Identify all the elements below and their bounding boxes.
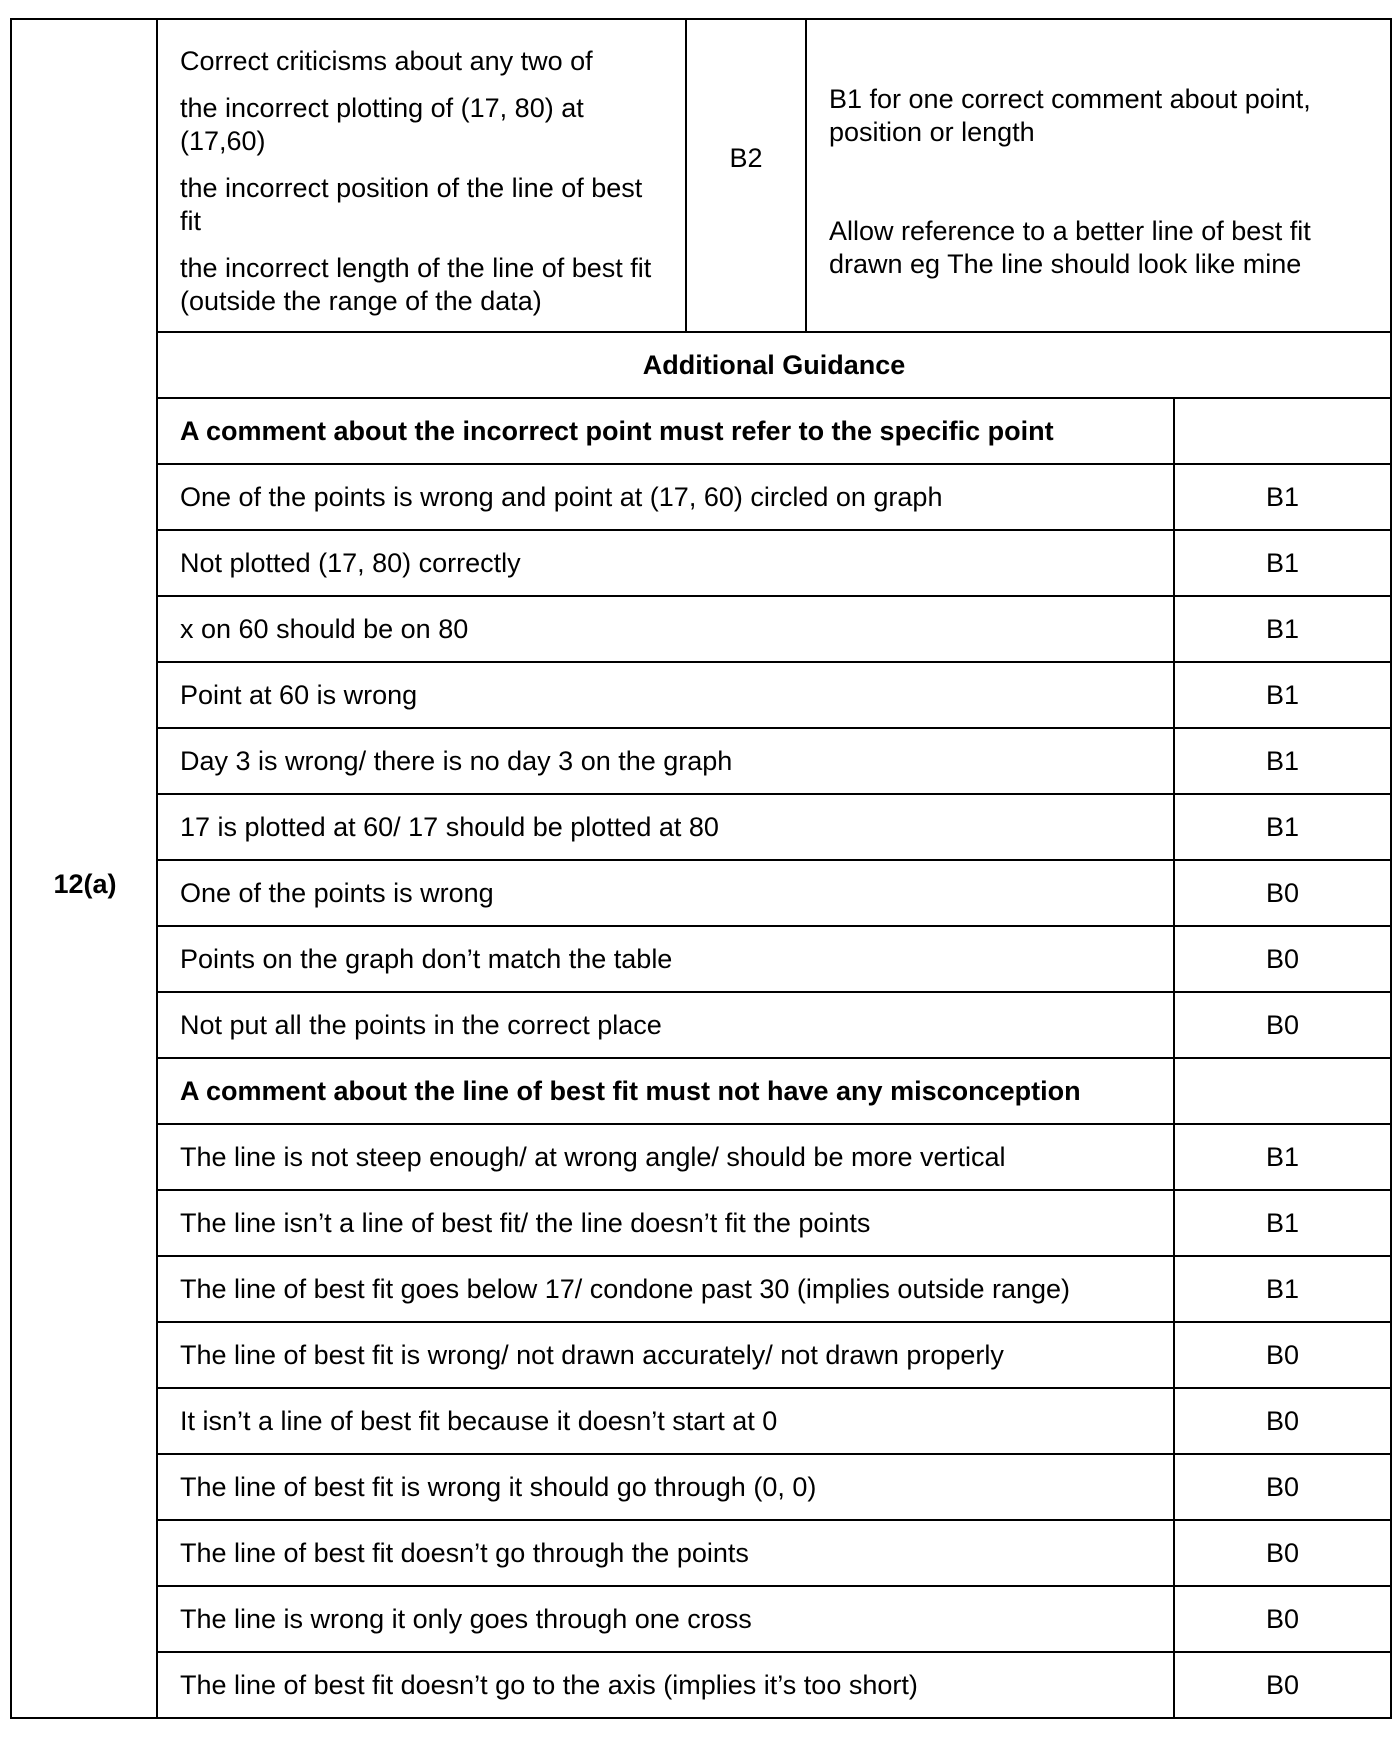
guidance-row	[157, 926, 1391, 992]
question-number-cell	[10, 18, 156, 1719]
guidance-section-heading-row	[157, 398, 1391, 464]
guidance-mark-empty	[1174, 398, 1391, 464]
guidance-row	[157, 1586, 1391, 1652]
guidance-mark: B1	[1174, 728, 1391, 794]
additional-guidance-title: Additional Guidance	[157, 332, 1391, 398]
guidance-example: One of the points is wrong	[157, 860, 1174, 926]
guidance-row	[157, 992, 1391, 1058]
guidance-row	[157, 1322, 1391, 1388]
guidance-row	[157, 1124, 1391, 1190]
guidance-example: One of the points is wrong and point at (17, 60) circled on graph	[157, 464, 1174, 530]
guidance-section-heading: A comment about the line of best fit must not have any misconception	[157, 1058, 1174, 1124]
guidance-row	[157, 1652, 1391, 1718]
guidance-mark: B0	[1174, 1652, 1391, 1718]
criteria-item: the incorrect plotting of (17, 80) at (17,60)	[180, 93, 584, 156]
guidance-example: Points on the graph don’t match the table	[157, 926, 1174, 992]
guidance-section-heading-row	[157, 1058, 1391, 1124]
guidance-row	[157, 1388, 1391, 1454]
guidance-example: Point at 60 is wrong	[157, 662, 1174, 728]
question-number: 12(a)	[53, 869, 117, 899]
guidance-row	[157, 464, 1391, 530]
guidance-row	[157, 794, 1391, 860]
guidance-example: The line of best fit doesn’t go through the points	[157, 1520, 1174, 1586]
guidance-mark: B1	[1174, 464, 1391, 530]
guidance-example: The line is wrong it only goes through one cross	[157, 1586, 1174, 1652]
guidance-row	[157, 860, 1391, 926]
guidance-section-heading: A comment about the incorrect point must refer to the specific point	[157, 398, 1174, 464]
comments-cell	[806, 19, 1391, 332]
guidance-example: Not plotted (17, 80) correctly	[157, 530, 1174, 596]
comment-item: B1 for one correct comment about point, position or length	[829, 83, 1311, 147]
guidance-example: The line of best fit doesn’t go to the axis (implies it’s too short)	[157, 1652, 1174, 1718]
guidance-example: Not put all the points in the correct place	[157, 992, 1174, 1058]
guidance-example: The line isn’t a line of best fit/ the line doesn’t fit the points	[157, 1190, 1174, 1256]
guidance-row	[157, 1256, 1391, 1322]
guidance-mark: B0	[1174, 1322, 1391, 1388]
guidance-mark: B1	[1174, 1256, 1391, 1322]
guidance-example: The line of best fit goes below 17/ condone past 30 (implies outside range)	[157, 1256, 1174, 1322]
guidance-row	[157, 662, 1391, 728]
guidance-mark: B0	[1174, 992, 1391, 1058]
guidance-mark: B1	[1174, 530, 1391, 596]
guidance-example: 17 is plotted at 60/ 17 should be plotted at 80	[157, 794, 1174, 860]
guidance-row	[157, 1190, 1391, 1256]
guidance-row	[157, 596, 1391, 662]
guidance-mark: B1	[1174, 662, 1391, 728]
criteria-item: the incorrect position of the line of best fit	[180, 173, 643, 236]
guidance-mark: B1	[1174, 596, 1391, 662]
criteria-intro: Correct criticisms about any two of	[180, 46, 593, 76]
guidance-example: The line of best fit is wrong/ not drawn accurately/ not drawn properly	[157, 1322, 1174, 1388]
guidance-mark-empty	[1174, 1058, 1391, 1124]
guidance-example: It isn’t a line of best fit because it doesn’t start at 0	[157, 1388, 1174, 1454]
guidance-row	[157, 1520, 1391, 1586]
criteria-cell	[157, 19, 686, 332]
guidance-example: The line of best fit is wrong it should go through (0, 0)	[157, 1454, 1174, 1520]
guidance-mark: B0	[1174, 1454, 1391, 1520]
guidance-example: Day 3 is wrong/ there is no day 3 on the graph	[157, 728, 1174, 794]
guidance-mark: B1	[1174, 794, 1391, 860]
guidance-mark: B0	[1174, 1388, 1391, 1454]
guidance-mark: B1	[1174, 1124, 1391, 1190]
guidance-example: x on 60 should be on 80	[157, 596, 1174, 662]
guidance-row	[157, 1454, 1391, 1520]
guidance-mark: B0	[1174, 926, 1391, 992]
guidance-mark: B0	[1174, 860, 1391, 926]
guidance-mark: B1	[1174, 1190, 1391, 1256]
comment-item: Allow reference to a better line of best fit drawn eg The line should look like mine	[829, 215, 1311, 279]
mark-scheme-table	[156, 18, 1392, 1719]
guidance-mark: B0	[1174, 1520, 1391, 1586]
guidance-example: The line is not steep enough/ at wrong angle/ should be more vertical	[157, 1124, 1174, 1190]
answer-row	[157, 19, 1391, 332]
mark-cell: B2	[686, 19, 806, 332]
guidance-row	[157, 728, 1391, 794]
guidance-row	[157, 530, 1391, 596]
criteria-item: the incorrect length of the line of best fit (outside the range of the data)	[180, 253, 652, 316]
additional-guidance-row	[157, 332, 1391, 398]
guidance-mark: B0	[1174, 1586, 1391, 1652]
